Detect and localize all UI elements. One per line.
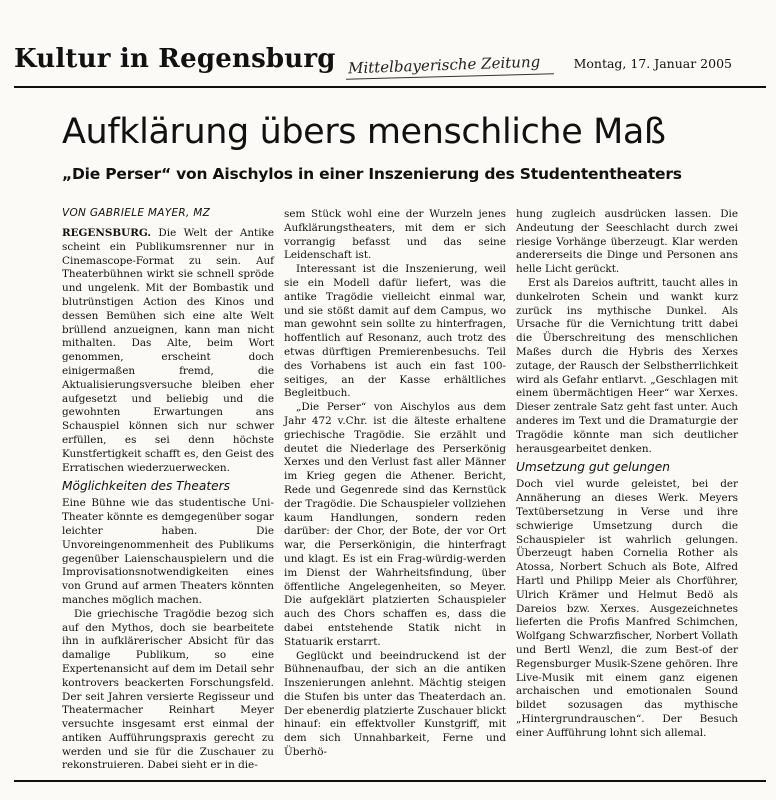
paragraph: sem Stück wohl eine der Wurzeln jenes Aufklärungstheaters, mit dem er sich vorrangig befasst und das seine Leidenschaft ist.: [284, 208, 506, 262]
dateline: REGENSBURG.: [62, 227, 151, 239]
subheading: Umsetzung gut gelungen: [516, 460, 671, 475]
paragraph: Interessant ist die Inszenierung, weil sie ein Modell dafür liefert, was die antike Tragödie vielleicht einmal war, und sie stößt damit auf dem Campus, wo man gewohnt sein sollte zu hinterfragen, hoffentlich auf Resonanz, auch trotz des etwas dürftigen Premierenbesuchs. Teil des Vorhabens ist auch ein fast 100-seitiges, an der Kasse erhältliches Begleitbuch.: [284, 263, 506, 400]
paragraph: hung zugleich ausdrücken lassen. Die Andeutung der Seeschlacht durch zwei riesige Vorhänge überzeugt. Klar werden andererseits die Dinge und Personen ans helle Licht gerückt.: [516, 208, 738, 276]
paragraph: Eine Bühne wie das studentische Uni-Theater könnte es demgegenüber sogar leichter haben. Die Unvoreingenommenheit des Publikums gegenüber Laienschauspielern und die Improvisationsnotwendigkeiten eines von Grund auf armen Theaters könnten manches möglich machen.: [62, 497, 274, 606]
article-headline: Aufklärung übers menschliche Maß: [62, 112, 666, 152]
article-column-3: [516, 208, 738, 740]
paragraph-text: Die Welt der Antike scheint ein Publikumsrenner nur in Cinemascope-Format zu sein. Auf Theaterbühnen wirkt sie schnell spröde und ungelenk. Mit der Bombastik und blutrünstigen Action des Kinos und dessen Bemühen sich eine alte Welt brüllend anzueignen, kann man nicht mithalten. Das Alte, beim Wort genommen, erscheint doch einigermaßen fremd, die Aktualisierungsversuche bleiben eher aufgesetzt und beliebig und die gewohnten Erwartungen ans Schauspiel können sich nur schwer erfüllen, es sei denn höchste Kunstfertigkeit schafft es, den Geist des Erratischen wiederzuerwecken.: [62, 227, 274, 474]
paragraph: [62, 227, 274, 475]
paragraph: Die griechische Tragödie bezog sich auf den Mythos, doch sie bearbeitete ihn in aufklärerischer Absicht für das damalige Publikum, so eine Expertenansicht auf dem im Detail sehr kontrovers beackerten Forschungsfeld. Der seit Jahren versierte Regisseur und Theatermacher Reinhart Meyer versuchte insgesamt erst einmal der antiken Aufführungspraxis gerecht zu werden und sie für die Zuschauer zu rekonstruieren. Dabei sieht er in die-: [62, 607, 274, 772]
issue-date: Montag, 17. Januar 2005: [573, 56, 732, 71]
article-column-2: [284, 208, 506, 760]
article-subheadline: „Die Perser“ von Aischylos in einer Inszenierung des Studententheaters: [62, 165, 682, 183]
paragraph: Doch viel wurde geleistet, bei der Annäherung an dieses Werk. Meyers Textübersetzung in Verse und ihre schwierige Umsetzung durch die Schauspieler ist wahrlich gelungen. Überzeugt haben Cornelia Rother als Atossa, Norbert Schuch als Bote, Alfred Hartl und Philipp Meier als Chorführer, Ulrich Krämer und Helmut Bedö als Dareios bzw. Xerxes. Ausgezeichnetes lieferten die Profis Manfred Schimchen, Wolfgang Schwarzfischer, Norbert Vollath und Bertl Wenzl, die zum Best-of der Regensburger Musik-Szene gehören. Ihre Live-Musik mit einem ganz eigenen archaischen und emotionalen Sound bildet sozusagen das mythische „Hintergrundrauschen“. Der Besuch einer Aufführung lohnt sich allemal.: [516, 478, 738, 739]
handwritten-source-note: Mittelbayerische Zeitung: [347, 52, 541, 78]
article-byline: VON GABRIELE MAYER, MZ: [62, 207, 211, 219]
section-title: Kultur in Regensburg: [14, 44, 336, 74]
header-rule: [14, 86, 766, 88]
paragraph: Geglückt und beeindruckend ist der Bühnenaufbau, der sich an die antiken Inszenierungen anlehnt. Mächtig steigen die Stufen bis unter das Theaterdach an. Der ebenerdig platzierte Zuschauer blickt hinauf: ein effektvoller Kunstgriff, mit dem sich Unnahbarkeit, Ferne und Überhö-: [284, 649, 506, 759]
footer-rule: [14, 780, 766, 782]
paragraph: Erst als Dareios auftritt, taucht alles in dunkelroten Schein und wankt kurz zurück ins mythische Dunkel. Als Ursache für die Vernichtung tritt dabei die Überschreitung des menschlichen Maßes durch die Hybris des Xerxes zutage, der Rausch der Selbstherrlichkeit wird als Gefahr entlarvt. „Geschlagen mit einem übermächtigen Heer“ war Xerxes. Dieser zentrale Satz geht fast unter. Auch anderes im Text und die Dramaturgie der Tragödie könnte man sich deutlicher herausgearbeitet denken.: [516, 276, 738, 455]
subheading: Möglichkeiten des Theaters: [62, 479, 230, 494]
article-column-1: [62, 227, 274, 773]
paragraph: „Die Perser“ von Aischylos aus dem Jahr 472 v.Chr. ist die älteste erhaltene griechische Tragödie. Sie erzählt und deutet die Niederlage des Perserkönig Xerxes und den Verlust fast aller Männer im Krieg gegen die Athener. Bericht, Rede und Gegenrede sind das Kernstück der Tragödie. Die Schauspieler vollziehen kaum Handlungen, sondern reden darüber: der Chor, der Bote, der vor Ort war, die Perserkönigin, die hinterfragt und klagt. Es ist ein Frag-würdig-werden im Dienst der Wahrheitsfindung, über öffentliche Angelegenheiten, so Meyer. Die aufgeklärt platzierten Schauspieler auch des Chors schaffen es, dass die dabei entstehende Statik nicht in Statuarik erstarrt.: [284, 401, 506, 648]
